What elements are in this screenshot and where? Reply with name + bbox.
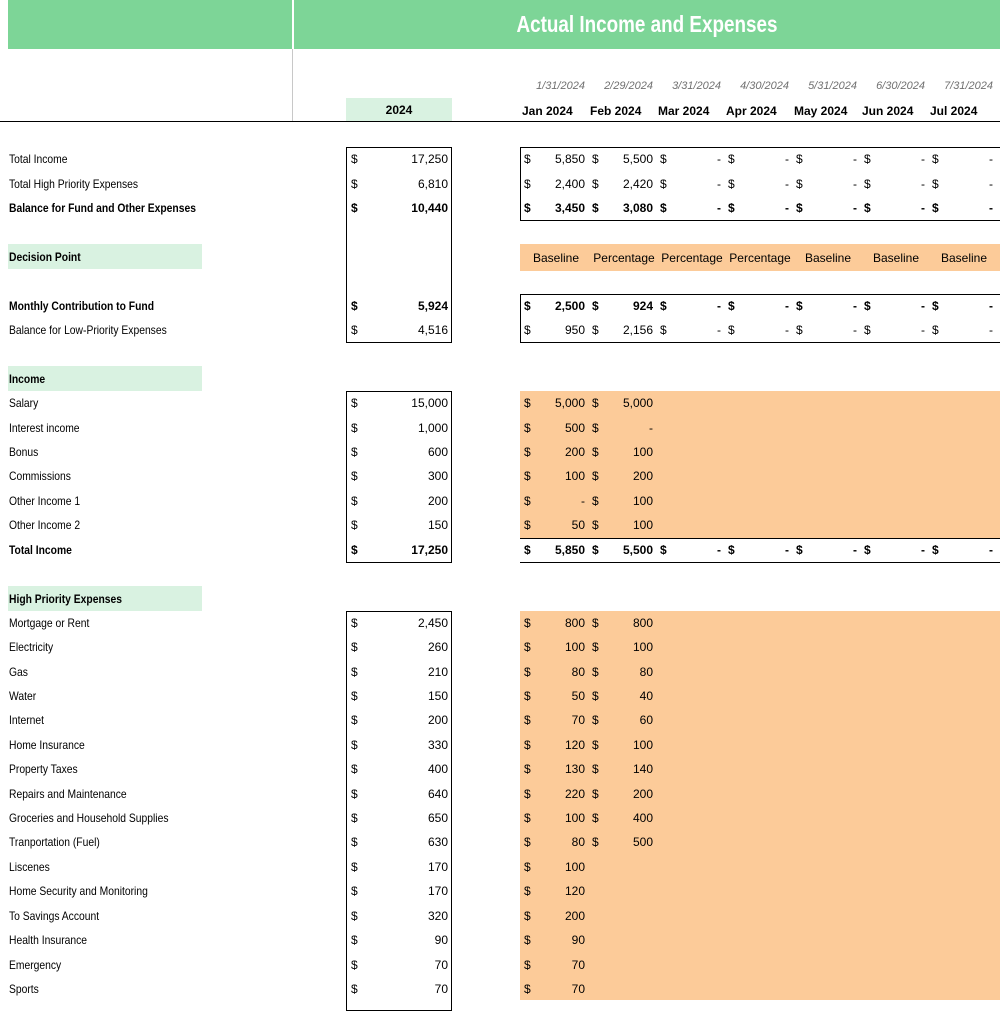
currency-symbol: $ bbox=[524, 421, 531, 435]
year-value[interactable]: 200 bbox=[427, 494, 448, 508]
currency-symbol: $ bbox=[351, 713, 358, 727]
date-header: 4/30/2024 bbox=[740, 80, 789, 92]
currency-symbol: $ bbox=[524, 494, 531, 508]
column-divider bbox=[292, 49, 293, 121]
month-value[interactable]: - bbox=[717, 543, 721, 557]
currency-symbol: $ bbox=[524, 640, 531, 654]
row-label: Property Taxes bbox=[9, 762, 78, 776]
month-value[interactable]: 5,000 bbox=[622, 396, 653, 410]
month-value[interactable]: 100 bbox=[632, 738, 653, 752]
currency-symbol: $ bbox=[592, 640, 599, 654]
month-value[interactable]: - bbox=[989, 323, 993, 337]
month-value[interactable]: 40 bbox=[639, 689, 653, 703]
year-value[interactable]: 640 bbox=[427, 787, 448, 801]
row-label: Mortgage or Rent bbox=[9, 616, 90, 630]
currency-symbol: $ bbox=[932, 177, 939, 191]
year-value[interactable]: 5,924 bbox=[417, 299, 448, 313]
currency-symbol: $ bbox=[592, 738, 599, 752]
month-value[interactable]: - bbox=[921, 323, 925, 337]
header-rule bbox=[0, 121, 1000, 122]
currency-symbol: $ bbox=[796, 201, 803, 215]
month-value[interactable]: 50 bbox=[571, 518, 585, 532]
month-value[interactable]: - bbox=[989, 177, 993, 191]
currency-symbol: $ bbox=[592, 323, 599, 337]
month-value[interactable]: 500 bbox=[632, 835, 653, 849]
currency-symbol: $ bbox=[351, 835, 358, 849]
year-value[interactable]: 150 bbox=[427, 689, 448, 703]
date-header: 2/29/2024 bbox=[604, 80, 653, 92]
currency-symbol: $ bbox=[660, 323, 667, 337]
currency-symbol: $ bbox=[351, 177, 358, 191]
currency-symbol: $ bbox=[524, 738, 531, 752]
currency-symbol: $ bbox=[524, 762, 531, 776]
currency-symbol: $ bbox=[728, 323, 735, 337]
year-value[interactable]: 15,000 bbox=[411, 396, 448, 410]
month-value[interactable]: 5,500 bbox=[622, 543, 653, 557]
currency-symbol: $ bbox=[524, 933, 531, 947]
currency-symbol: $ bbox=[351, 933, 358, 947]
currency-symbol: $ bbox=[592, 518, 599, 532]
month-value[interactable]: 80 bbox=[571, 835, 585, 849]
month-value[interactable]: - bbox=[853, 323, 857, 337]
row-label: Home Insurance bbox=[9, 738, 85, 752]
currency-symbol: $ bbox=[592, 152, 599, 166]
currency-symbol: $ bbox=[864, 543, 871, 557]
month-value[interactable]: 800 bbox=[632, 616, 653, 630]
month-value[interactable]: 100 bbox=[632, 494, 653, 508]
decision-option[interactable]: Baseline bbox=[872, 251, 920, 265]
month-value[interactable]: - bbox=[785, 177, 789, 191]
currency-symbol: $ bbox=[932, 323, 939, 337]
currency-symbol: $ bbox=[351, 616, 358, 630]
row-label: Groceries and Household Supplies bbox=[9, 811, 169, 825]
month-value[interactable]: - bbox=[717, 323, 721, 337]
currency-symbol: $ bbox=[524, 299, 531, 313]
month-value[interactable]: - bbox=[853, 177, 857, 191]
year-value[interactable]: 17,250 bbox=[411, 152, 448, 166]
currency-symbol: $ bbox=[524, 713, 531, 727]
month-value[interactable]: 2,500 bbox=[554, 299, 585, 313]
currency-symbol: $ bbox=[351, 299, 358, 313]
page-title: Actual Income and Expenses bbox=[516, 11, 778, 37]
year-value[interactable]: 400 bbox=[427, 762, 448, 776]
year-value[interactable]: 260 bbox=[427, 640, 448, 654]
currency-symbol: $ bbox=[524, 518, 531, 532]
row-label: Monthly Contribution to Fund bbox=[9, 299, 155, 313]
month-value[interactable]: 130 bbox=[564, 762, 585, 776]
currency-symbol: $ bbox=[351, 738, 358, 752]
currency-symbol: $ bbox=[351, 640, 358, 654]
row-label: Balance for Low-Priority Expenses bbox=[9, 323, 167, 337]
month-value[interactable]: - bbox=[581, 494, 585, 508]
currency-symbol: $ bbox=[524, 884, 531, 898]
currency-symbol: $ bbox=[351, 152, 358, 166]
decision-option[interactable]: Baseline bbox=[940, 251, 988, 265]
currency-symbol: $ bbox=[796, 543, 803, 557]
month-value[interactable]: 2,400 bbox=[554, 177, 585, 191]
currency-symbol: $ bbox=[592, 299, 599, 313]
year-value[interactable]: 600 bbox=[427, 445, 448, 459]
month-value[interactable]: 120 bbox=[564, 884, 585, 898]
month-value[interactable]: - bbox=[989, 543, 993, 557]
date-header: 6/30/2024 bbox=[876, 80, 925, 92]
month-value[interactable]: - bbox=[921, 299, 925, 313]
month-value[interactable]: 400 bbox=[632, 811, 653, 825]
month-header[interactable]: Jul 2024 bbox=[930, 104, 978, 118]
currency-symbol: $ bbox=[728, 177, 735, 191]
currency-symbol: $ bbox=[592, 201, 599, 215]
currency-symbol: $ bbox=[351, 396, 358, 410]
month-value[interactable]: 200 bbox=[632, 469, 653, 483]
row-label: Commissions bbox=[9, 469, 71, 483]
month-value[interactable]: 200 bbox=[632, 787, 653, 801]
currency-symbol: $ bbox=[351, 323, 358, 337]
row-label: Sports bbox=[9, 982, 39, 996]
currency-symbol: $ bbox=[592, 811, 599, 825]
row-label: Home Security and Monitoring bbox=[9, 884, 148, 898]
row-label: Water bbox=[9, 689, 37, 703]
currency-symbol: $ bbox=[592, 787, 599, 801]
row-label: Salary bbox=[9, 396, 39, 410]
year-value[interactable]: 630 bbox=[427, 835, 448, 849]
currency-symbol: $ bbox=[524, 811, 531, 825]
month-value[interactable]: 100 bbox=[632, 518, 653, 532]
year-header[interactable]: 2024 bbox=[346, 98, 452, 122]
row-label: Bonus bbox=[9, 445, 39, 459]
month-value[interactable]: 100 bbox=[632, 445, 653, 459]
row-label: Electricity bbox=[9, 640, 54, 654]
year-value[interactable]: 90 bbox=[434, 933, 448, 947]
month-value[interactable]: - bbox=[921, 152, 925, 166]
year-value[interactable]: 70 bbox=[434, 958, 448, 972]
currency-symbol: $ bbox=[351, 958, 358, 972]
month-value[interactable]: 200 bbox=[564, 445, 585, 459]
year-value[interactable]: 2,450 bbox=[417, 616, 448, 630]
month-value[interactable]: 200 bbox=[564, 909, 585, 923]
currency-symbol: $ bbox=[524, 469, 531, 483]
currency-symbol: $ bbox=[524, 982, 531, 996]
month-value[interactable]: - bbox=[785, 323, 789, 337]
month-value[interactable]: - bbox=[921, 201, 925, 215]
month-value[interactable]: 120 bbox=[564, 738, 585, 752]
year-value[interactable]: 4,516 bbox=[417, 323, 448, 337]
month-value[interactable]: 3,450 bbox=[554, 201, 585, 215]
month-header[interactable]: Jun 2024 bbox=[862, 104, 914, 118]
currency-symbol: $ bbox=[592, 762, 599, 776]
currency-symbol: $ bbox=[524, 177, 531, 191]
currency-symbol: $ bbox=[592, 543, 599, 557]
year-value[interactable]: 17,250 bbox=[411, 543, 448, 557]
currency-symbol: $ bbox=[592, 494, 599, 508]
currency-symbol: $ bbox=[796, 299, 803, 313]
month-value[interactable]: - bbox=[853, 543, 857, 557]
currency-symbol: $ bbox=[351, 494, 358, 508]
month-value[interactable]: 220 bbox=[564, 787, 585, 801]
currency-symbol: $ bbox=[524, 616, 531, 630]
month-value[interactable]: - bbox=[921, 177, 925, 191]
currency-symbol: $ bbox=[796, 177, 803, 191]
month-value[interactable]: - bbox=[717, 177, 721, 191]
month-header[interactable]: Mar 2024 bbox=[658, 104, 710, 118]
currency-symbol: $ bbox=[524, 689, 531, 703]
month-value[interactable]: 100 bbox=[564, 469, 585, 483]
row-label: Other Income 1 bbox=[9, 494, 81, 508]
year-value[interactable]: 210 bbox=[427, 665, 448, 679]
row-label: Tranportation (Fuel) bbox=[9, 835, 100, 849]
currency-symbol: $ bbox=[524, 835, 531, 849]
month-value[interactable]: 2,420 bbox=[622, 177, 653, 191]
row-label: Total Income bbox=[9, 543, 72, 557]
month-value[interactable]: 70 bbox=[571, 982, 585, 996]
currency-symbol: $ bbox=[592, 616, 599, 630]
row-label: Gas bbox=[9, 665, 28, 679]
month-value[interactable]: 80 bbox=[571, 665, 585, 679]
month-value[interactable]: 2,156 bbox=[622, 323, 653, 337]
year-value[interactable]: 150 bbox=[427, 518, 448, 532]
month-value[interactable]: 100 bbox=[564, 640, 585, 654]
currency-symbol: $ bbox=[351, 518, 358, 532]
year-value[interactable]: 170 bbox=[427, 884, 448, 898]
currency-symbol: $ bbox=[728, 201, 735, 215]
currency-symbol: $ bbox=[524, 958, 531, 972]
currency-symbol: $ bbox=[660, 201, 667, 215]
currency-symbol: $ bbox=[660, 299, 667, 313]
row-label: Total High Priority Expenses bbox=[9, 177, 139, 191]
currency-symbol: $ bbox=[351, 201, 358, 215]
currency-symbol: $ bbox=[864, 152, 871, 166]
currency-symbol: $ bbox=[524, 201, 531, 215]
currency-symbol: $ bbox=[592, 689, 599, 703]
month-value[interactable]: - bbox=[853, 201, 857, 215]
row-label: Liscenes bbox=[9, 860, 50, 874]
row-label: Interest income bbox=[9, 421, 80, 435]
month-value[interactable]: 5,000 bbox=[554, 396, 585, 410]
month-value[interactable]: - bbox=[785, 543, 789, 557]
currency-symbol: $ bbox=[351, 787, 358, 801]
year-value[interactable]: 200 bbox=[427, 713, 448, 727]
month-value[interactable]: - bbox=[717, 152, 721, 166]
month-header[interactable]: May 2024 bbox=[794, 104, 848, 118]
currency-symbol: $ bbox=[660, 177, 667, 191]
currency-symbol: $ bbox=[351, 665, 358, 679]
currency-symbol: $ bbox=[864, 299, 871, 313]
month-value[interactable]: 70 bbox=[571, 958, 585, 972]
decision-option[interactable]: Baseline bbox=[532, 251, 580, 265]
currency-symbol: $ bbox=[932, 543, 939, 557]
currency-symbol: $ bbox=[592, 713, 599, 727]
currency-symbol: $ bbox=[351, 469, 358, 483]
currency-symbol: $ bbox=[351, 762, 358, 776]
currency-symbol: $ bbox=[351, 982, 358, 996]
currency-symbol: $ bbox=[728, 299, 735, 313]
month-header[interactable]: Feb 2024 bbox=[590, 104, 642, 118]
row-label: Emergency bbox=[9, 958, 62, 972]
currency-symbol: $ bbox=[351, 445, 358, 459]
currency-symbol: $ bbox=[524, 445, 531, 459]
month-value[interactable]: 90 bbox=[571, 933, 585, 947]
currency-symbol: $ bbox=[351, 909, 358, 923]
month-value[interactable]: 800 bbox=[564, 616, 585, 630]
date-header: 1/31/2024 bbox=[536, 80, 585, 92]
income-input-area[interactable] bbox=[520, 391, 1000, 538]
month-value[interactable]: 924 bbox=[632, 299, 653, 313]
month-value[interactable]: - bbox=[785, 152, 789, 166]
decision-option[interactable]: Baseline bbox=[804, 251, 852, 265]
currency-symbol: $ bbox=[932, 152, 939, 166]
year-value[interactable]: 6,810 bbox=[417, 177, 448, 191]
year-value[interactable]: 300 bbox=[427, 469, 448, 483]
year-value[interactable]: 650 bbox=[427, 811, 448, 825]
month-value[interactable]: - bbox=[785, 299, 789, 313]
date-header: 3/31/2024 bbox=[672, 80, 721, 92]
row-label: Health Insurance bbox=[9, 933, 88, 947]
month-value[interactable]: 3,080 bbox=[622, 201, 653, 215]
year-value[interactable]: 70 bbox=[434, 982, 448, 996]
year-value[interactable]: 10,440 bbox=[411, 201, 448, 215]
year-value[interactable]: 320 bbox=[427, 909, 448, 923]
currency-symbol: $ bbox=[351, 421, 358, 435]
row-label: Decision Point bbox=[9, 250, 81, 264]
month-value[interactable]: - bbox=[649, 421, 653, 435]
month-value[interactable]: - bbox=[717, 201, 721, 215]
month-value[interactable]: 140 bbox=[632, 762, 653, 776]
currency-symbol: $ bbox=[660, 543, 667, 557]
currency-symbol: $ bbox=[592, 396, 599, 410]
currency-symbol: $ bbox=[864, 323, 871, 337]
currency-symbol: $ bbox=[524, 860, 531, 874]
row-label: Other Income 2 bbox=[9, 518, 81, 532]
month-value[interactable]: - bbox=[785, 201, 789, 215]
currency-symbol: $ bbox=[524, 787, 531, 801]
currency-symbol: $ bbox=[592, 177, 599, 191]
month-header[interactable]: Jan 2024 bbox=[522, 104, 573, 118]
month-header[interactable]: Apr 2024 bbox=[726, 104, 777, 118]
month-value[interactable]: 100 bbox=[564, 860, 585, 874]
year-value[interactable]: 330 bbox=[427, 738, 448, 752]
month-value[interactable]: 100 bbox=[564, 811, 585, 825]
currency-symbol: $ bbox=[524, 543, 531, 557]
currency-symbol: $ bbox=[796, 323, 803, 337]
currency-symbol: $ bbox=[932, 299, 939, 313]
month-value[interactable]: 950 bbox=[564, 323, 585, 337]
month-value[interactable]: - bbox=[989, 299, 993, 313]
currency-symbol: $ bbox=[524, 396, 531, 410]
currency-symbol: $ bbox=[524, 323, 531, 337]
currency-symbol: $ bbox=[524, 152, 531, 166]
currency-symbol: $ bbox=[728, 543, 735, 557]
month-value[interactable]: - bbox=[853, 299, 857, 313]
currency-symbol: $ bbox=[660, 152, 667, 166]
row-label: Total Income bbox=[9, 152, 68, 166]
month-value[interactable]: - bbox=[921, 543, 925, 557]
currency-symbol: $ bbox=[351, 689, 358, 703]
currency-symbol: $ bbox=[592, 665, 599, 679]
currency-symbol: $ bbox=[592, 469, 599, 483]
row-label: Income bbox=[9, 372, 46, 386]
row-label: Repairs and Maintenance bbox=[9, 787, 127, 801]
month-value[interactable]: - bbox=[989, 152, 993, 166]
month-value[interactable]: - bbox=[989, 201, 993, 215]
month-value[interactable]: 70 bbox=[571, 713, 585, 727]
date-header: 5/31/2024 bbox=[808, 80, 857, 92]
currency-symbol: $ bbox=[864, 177, 871, 191]
month-value[interactable]: 5,850 bbox=[554, 152, 585, 166]
currency-symbol: $ bbox=[524, 665, 531, 679]
month-value[interactable]: 5,850 bbox=[554, 543, 585, 557]
month-value[interactable]: - bbox=[717, 299, 721, 313]
month-value[interactable]: 60 bbox=[639, 713, 653, 727]
currency-symbol: $ bbox=[796, 152, 803, 166]
currency-symbol: $ bbox=[728, 152, 735, 166]
currency-symbol: $ bbox=[351, 543, 358, 557]
month-value[interactable]: 500 bbox=[564, 421, 585, 435]
currency-symbol: $ bbox=[592, 835, 599, 849]
decision-option[interactable]: Percentage bbox=[593, 251, 655, 265]
date-header: 7/31/2024 bbox=[944, 80, 993, 92]
row-label: Balance for Fund and Other Expenses bbox=[9, 201, 196, 215]
currency-symbol: $ bbox=[351, 884, 358, 898]
month-value[interactable]: - bbox=[853, 152, 857, 166]
currency-symbol: $ bbox=[592, 421, 599, 435]
currency-symbol: $ bbox=[351, 860, 358, 874]
decision-option[interactable]: Percentage bbox=[729, 251, 791, 265]
month-value[interactable]: 50 bbox=[571, 689, 585, 703]
currency-symbol: $ bbox=[351, 811, 358, 825]
header-divider bbox=[292, 0, 294, 49]
month-value[interactable]: 5,500 bbox=[622, 152, 653, 166]
currency-symbol: $ bbox=[592, 445, 599, 459]
currency-symbol: $ bbox=[932, 201, 939, 215]
currency-symbol: $ bbox=[524, 909, 531, 923]
month-value[interactable]: 100 bbox=[632, 640, 653, 654]
year-value[interactable]: 1,000 bbox=[417, 421, 448, 435]
decision-option[interactable]: Percentage bbox=[661, 251, 723, 265]
row-label: Internet bbox=[9, 713, 45, 727]
row-label: To Savings Account bbox=[9, 909, 100, 923]
month-value[interactable]: 80 bbox=[639, 665, 653, 679]
currency-symbol: $ bbox=[864, 201, 871, 215]
row-label: High Priority Expenses bbox=[9, 592, 122, 606]
year-value[interactable]: 170 bbox=[427, 860, 448, 874]
